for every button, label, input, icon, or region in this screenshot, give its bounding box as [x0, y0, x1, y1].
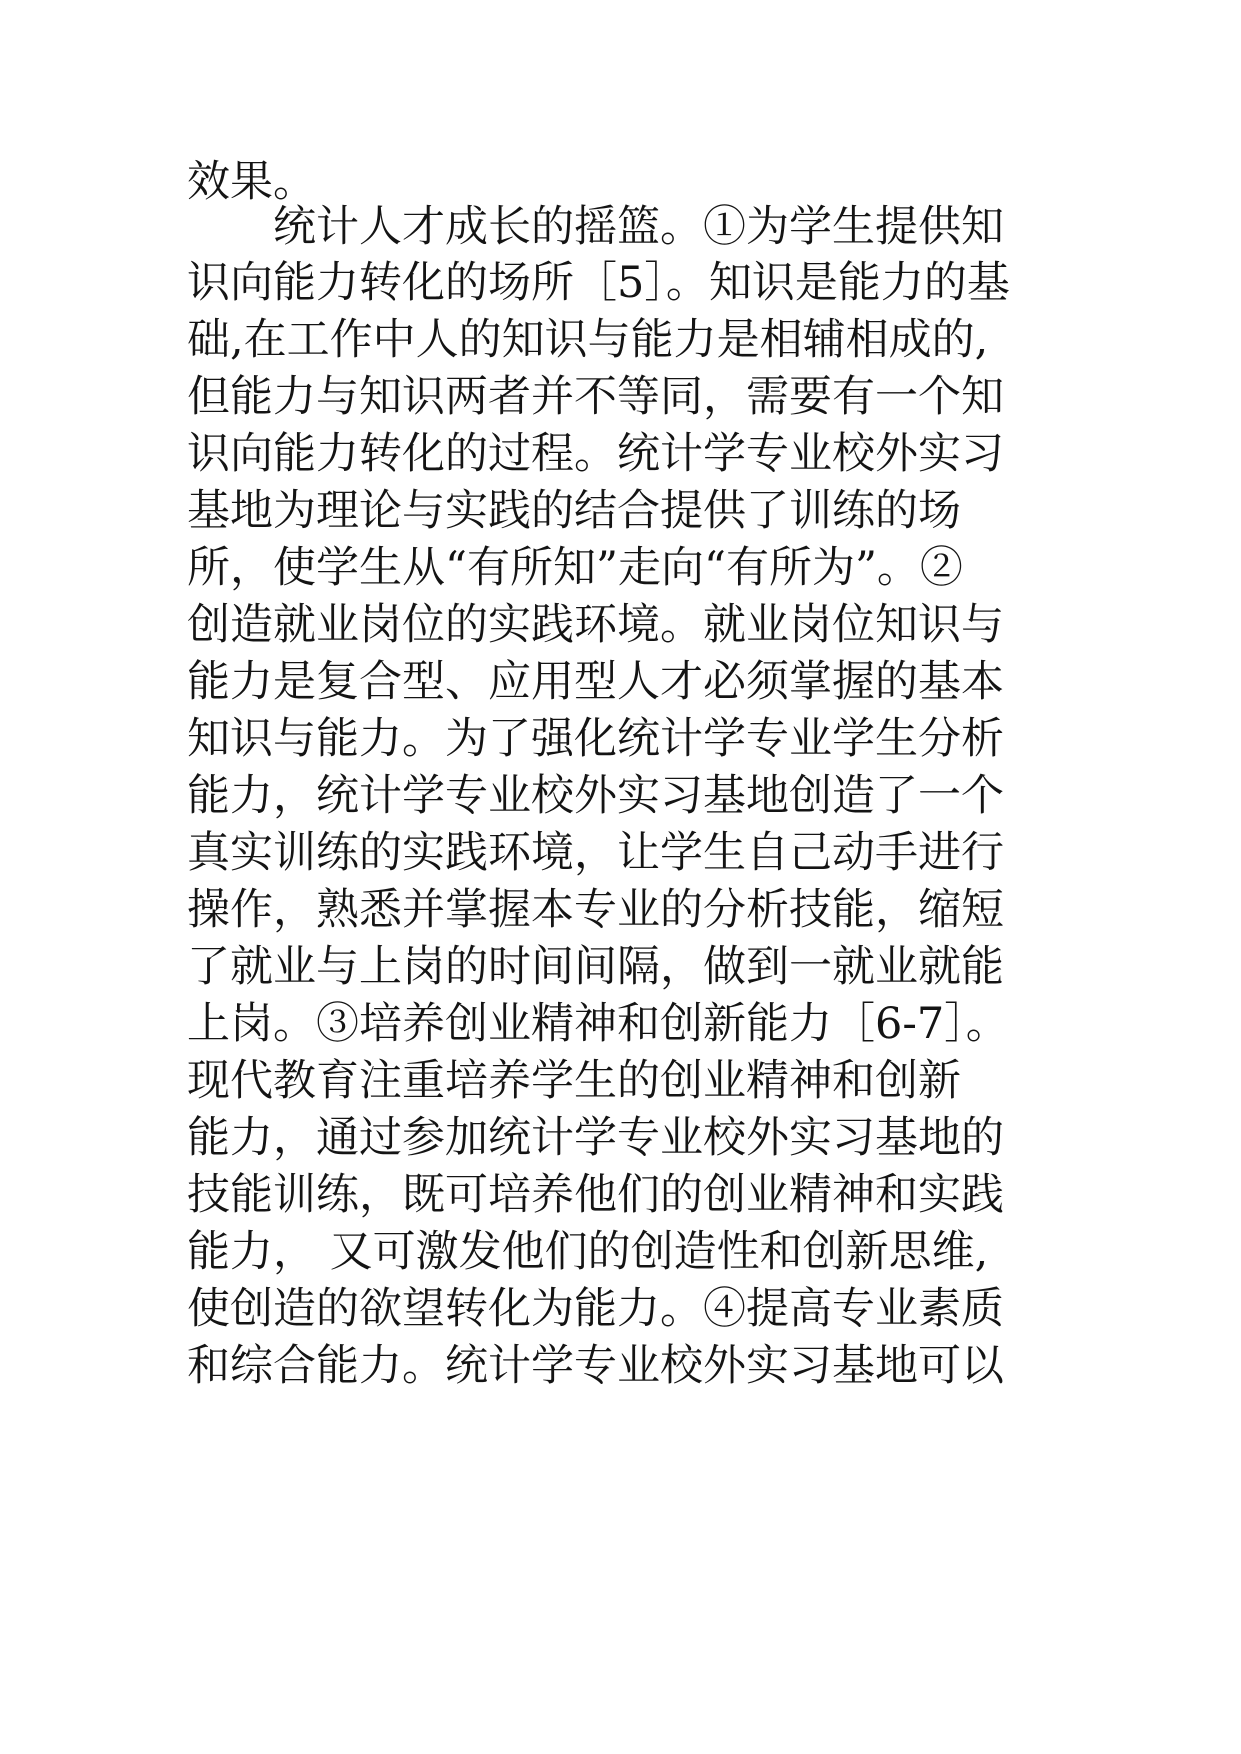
text-line: 统计人才成长的摇篮。①为学生提供知 — [273, 202, 1004, 252]
text-line: 创造就业岗位的实践环境。就业岗位知识与 — [187, 600, 1004, 650]
text-line: 知识与能力。为了强化统计学专业学生分析 — [187, 714, 1004, 764]
text-line: 能力，通过参加统计学专业校外实习基地的 — [187, 1113, 1004, 1163]
text-line: 操作，熟悉并掌握本专业的分析技能，缩短 — [187, 885, 1004, 935]
text-line: 基地为理论与实践的结合提供了训练的场 — [187, 486, 961, 536]
text-line: 了就业与上岗的时间间隔，做到一就业就能 — [187, 942, 1004, 992]
text-line: 能力，统计学专业校外实习基地创造了一个 — [187, 771, 1004, 821]
text-line: 效果。 — [187, 157, 316, 207]
text-line: 现代教育注重培养学生的创业精神和创新 — [187, 1056, 961, 1106]
text-line: 但能力与知识两者并不等同，需要有一个知 — [187, 372, 1004, 422]
text-line: 识向能力转化的场所［5］。知识是能力的基 — [187, 258, 1010, 308]
text-line: 识向能力转化的过程。统计学专业校外实习 — [187, 429, 1004, 479]
text-line: 和综合能力。统计学专业校外实习基地可以 — [187, 1341, 1004, 1391]
text-line: 所，使学生从“有所知”走向“有所为”。② — [187, 543, 963, 593]
text-line: 真实训练的实践环境，让学生自己动手进行 — [187, 828, 1004, 878]
text-line: 技能训练，既可培养他们的创业精神和实践 — [187, 1170, 1004, 1220]
text-line: 使创造的欲望转化为能力。④提高专业素质 — [187, 1284, 1004, 1334]
text-line: 能力是复合型、应用型人才必须掌握的基本 — [187, 657, 1004, 707]
text-line: 础,在工作中人的知识与能力是相辅相成的, — [187, 315, 989, 365]
text-line: 能力， 又可激发他们的创造性和创新思维, — [187, 1227, 989, 1277]
text-line: 上岗。③培养创业精神和创新能力［6-7］。 — [187, 999, 1009, 1049]
